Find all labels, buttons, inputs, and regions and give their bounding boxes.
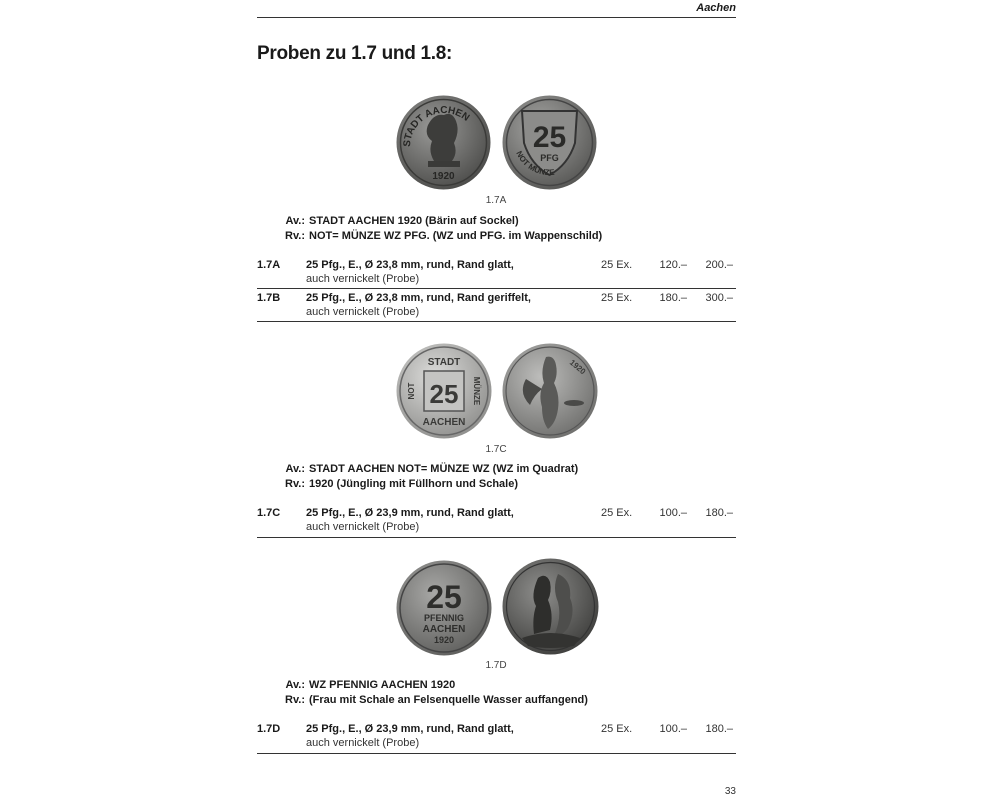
entry-description: 25 Pfg., E., Ø 23,9 mm, rund, Rand glatt, — [306, 507, 514, 519]
entry-price-1: 100.– — [659, 723, 687, 735]
entry-quantity: 25 Ex. — [601, 259, 633, 271]
coin-1-7c-obverse-side-left: NOT — [407, 382, 416, 400]
header-rule — [257, 17, 736, 18]
entry-note: auch vernickelt (Probe) — [306, 306, 420, 318]
entry-note: auch vernickelt (Probe) — [306, 521, 420, 533]
entry-price-2: 300.– — [705, 292, 733, 304]
rv-text: 1920 (Jüngling mit Füllhorn und Schale) — [309, 478, 519, 490]
coin-1-7a-reverse-value: 25 — [532, 121, 567, 154]
coin-1-7a-reverse-image — [502, 95, 597, 190]
entry-description: 25 Pfg., E., Ø 23,8 mm, rund, Rand geriffelt, — [306, 292, 531, 304]
rv-label: Rv.: — [285, 478, 305, 490]
coin-1-7c-obverse-image — [396, 343, 492, 439]
entry-description: 25 Pfg., E., Ø 23,8 mm, rund, Rand glatt, — [306, 259, 514, 271]
rv-text: NOT= MÜNZE WZ PFG. (WZ und PFG. im Wappenschild) — [309, 230, 603, 242]
coin-1-7d-obverse-value: 25 — [426, 579, 462, 615]
section-rule — [257, 537, 736, 538]
description-reverse — [257, 478, 518, 490]
coin-1-7a-reverse-legend: NOT MÜNZE — [514, 149, 555, 178]
description-obverse — [257, 679, 455, 691]
coin-1-7c-obverse-value: 25 — [429, 379, 459, 409]
av-label: Av.: — [285, 679, 305, 691]
coin-1-7a-obverse-image — [396, 95, 491, 190]
section-rule — [257, 753, 736, 754]
entry-quantity: 25 Ex. — [601, 292, 633, 304]
entry-number: 1.7B — [257, 292, 281, 304]
page-number: 33 — [724, 786, 736, 797]
description-obverse — [257, 463, 578, 475]
av-text: WZ PFENNIG AACHEN 1920 — [309, 679, 456, 691]
entry-quantity: 25 Ex. — [601, 723, 633, 735]
av-text: STADT AACHEN 1920 (Bärin auf Sockel) — [309, 215, 519, 227]
entry-quantity: 25 Ex. — [601, 507, 633, 519]
figure-caption-1-7d: 1.7D — [485, 660, 507, 671]
coin-1-7a-reverse-unit: PFG — [540, 153, 559, 163]
entry-number: 1.7D — [257, 723, 281, 735]
entry-price-2: 180.– — [705, 723, 733, 735]
running-header: Aachen — [696, 2, 736, 14]
entry-price-1: 120.– — [659, 259, 687, 271]
figure-caption-1-7c: 1.7C — [485, 444, 507, 455]
av-label: Av.: — [285, 463, 305, 475]
description-reverse — [257, 694, 588, 706]
av-text: STADT AACHEN NOT= MÜNZE WZ (WZ im Quadrat) — [309, 463, 579, 475]
coin-1-7c-reverse-image — [502, 343, 598, 439]
av-label: Av.: — [285, 215, 305, 227]
entry-price-1: 180.– — [659, 292, 687, 304]
coin-1-7c-reverse-year: 1920 — [567, 357, 588, 377]
coin-1-7d-obverse-line2: AACHEN — [422, 624, 466, 635]
section-title: Proben zu 1.7 und 1.8: — [257, 43, 453, 64]
coin-1-7c-obverse-top: STADT — [427, 357, 461, 368]
section-rule — [257, 321, 736, 322]
rv-text: (Frau mit Schale an Felsenquelle Wasser auffangend) — [309, 694, 588, 706]
description-obverse — [257, 215, 519, 227]
figure-caption-1-7a: 1.7A — [485, 195, 507, 206]
entry-number: 1.7C — [257, 507, 281, 519]
coin-1-7c-obverse-bottom: AACHEN — [422, 417, 466, 428]
entry-description: 25 Pfg., E., Ø 23,9 mm, rund, Rand glatt, — [306, 723, 514, 735]
coin-1-7a-obverse-year: 1920 — [432, 171, 455, 182]
rv-label: Rv.: — [285, 230, 305, 242]
coin-1-7d-obverse-line3: 1920 — [433, 635, 455, 645]
coin-1-7c-obverse-side-right: MÜNZE — [472, 376, 481, 406]
entry-note: auch vernickelt (Probe) — [306, 737, 420, 749]
entry-note: auch vernickelt (Probe) — [306, 273, 420, 285]
rv-label: Rv.: — [285, 694, 305, 706]
coin-1-7d-reverse-image — [502, 558, 599, 655]
description-reverse — [257, 230, 602, 242]
entry-number: 1.7A — [257, 259, 281, 271]
entry-price-1: 100.– — [659, 507, 687, 519]
entry-price-2: 180.– — [705, 507, 733, 519]
entry-rule — [257, 288, 736, 289]
coin-1-7d-obverse-line1: PFENNIG — [423, 613, 465, 623]
coin-1-7a-obverse-legend: STADT AACHEN — [401, 104, 472, 148]
coin-1-7d-obverse-image — [396, 560, 492, 656]
entry-price-2: 200.– — [705, 259, 733, 271]
